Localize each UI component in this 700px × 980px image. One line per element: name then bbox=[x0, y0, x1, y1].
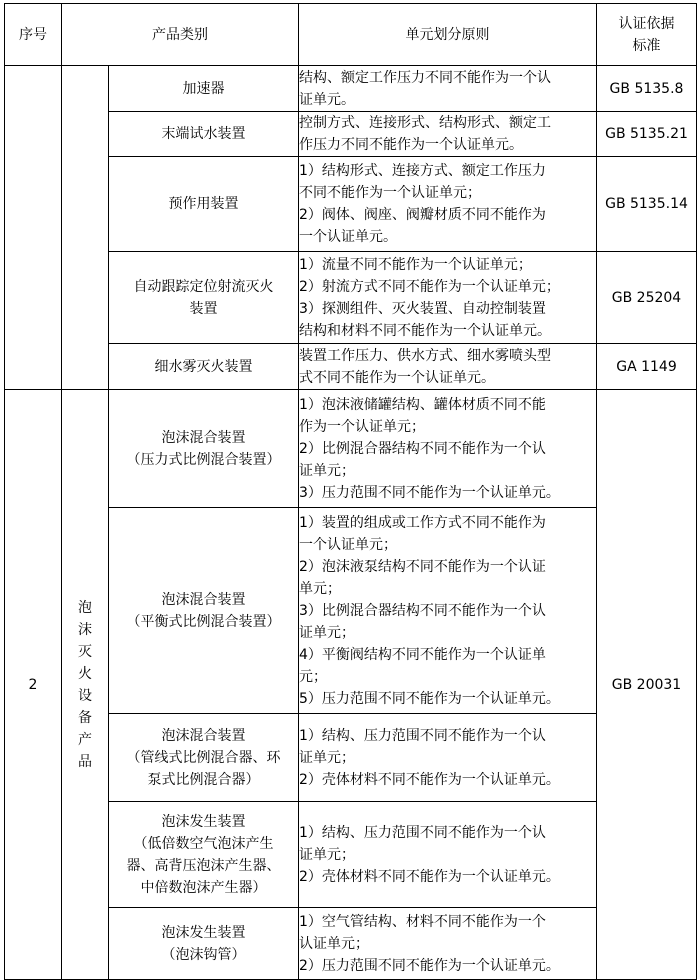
rule-cell bbox=[299, 112, 597, 157]
table-row bbox=[5, 112, 697, 157]
text-line: （平衡式比例混合装置） bbox=[126, 613, 281, 630]
text-line: 中倍数泡沫产生器） bbox=[140, 879, 267, 896]
standard-cell: GB 5135.21 bbox=[597, 112, 697, 157]
text-line: 单元； bbox=[299, 580, 341, 597]
text-line: 作压力不同不能作为一个认证单元。 bbox=[299, 137, 523, 153]
product-cell bbox=[109, 390, 299, 508]
text-line: 1）泡沫液储罐结构、罐体材质不同不能 bbox=[299, 396, 546, 413]
text-line: （管线式比例混合器、环 bbox=[126, 749, 281, 766]
text-line: 泡沫混合装置 bbox=[161, 727, 246, 744]
text-line: 灭 bbox=[78, 643, 92, 660]
table-row bbox=[5, 252, 697, 344]
text-line: （低倍数空气泡沫产生 bbox=[133, 835, 274, 852]
product-cell bbox=[109, 508, 299, 714]
rule-cell bbox=[299, 344, 597, 390]
header-standard bbox=[597, 4, 697, 66]
standard-cell: GB 5135.14 bbox=[597, 157, 697, 252]
text-line: 泵式比例混合器） bbox=[147, 771, 260, 788]
text-line: 预作用装置 bbox=[168, 196, 239, 212]
text-line: 器、高背压泡沫产生器、 bbox=[126, 857, 281, 874]
text-line: 2）壳体材料不同不能作为一个认证单元。 bbox=[299, 771, 560, 788]
table-row bbox=[5, 157, 697, 252]
table-row bbox=[5, 802, 697, 908]
text-line: 1）结构形式、连接方式、额定工作压力 bbox=[299, 163, 546, 179]
text-line: 2）射流方式不同不能作为一个认证单元； bbox=[299, 278, 560, 295]
rule-cell bbox=[299, 157, 597, 252]
product-cell bbox=[109, 714, 299, 802]
text-line: 产 bbox=[78, 731, 92, 748]
text-line: 一个认证单元。 bbox=[299, 229, 397, 245]
rule-cell bbox=[299, 714, 597, 802]
table-row bbox=[5, 344, 697, 390]
text-line: 证单元； bbox=[299, 749, 355, 766]
text-line: 备 bbox=[78, 709, 92, 726]
rule-cell bbox=[299, 66, 597, 112]
text-line: 自动跟踪定位射流灭火 bbox=[133, 278, 274, 295]
product-cell bbox=[109, 112, 299, 157]
standard-cell: GB 5135.8 bbox=[597, 66, 697, 112]
text-line: 5）压力范围不同不能作为一个认证单元。 bbox=[299, 690, 560, 707]
product-cell bbox=[109, 344, 299, 390]
text-line: 泡沫发生装置 bbox=[161, 813, 246, 830]
header-standard-line2: 标准 bbox=[632, 37, 661, 54]
header-category: 产品类别 bbox=[62, 4, 299, 66]
text-line: 4）平衡阀结构不同不能作为一个认证单 bbox=[299, 646, 546, 663]
text-line: 证单元； bbox=[299, 846, 355, 863]
group-category bbox=[62, 390, 109, 980]
product-cell bbox=[109, 157, 299, 252]
text-line: 作为一个认证单元； bbox=[299, 418, 425, 435]
rule-cell bbox=[299, 508, 597, 714]
text-line: 装置工作压力、供水方式、细水雾喷头型 bbox=[299, 347, 551, 364]
text-line: 1）流量不同不能作为一个认证单元； bbox=[299, 256, 532, 273]
group-category-vertical-text bbox=[77, 597, 93, 773]
text-line: 2）阀体、阀座、阀瓣材质不同不能作为 bbox=[299, 207, 546, 223]
certification-table bbox=[4, 3, 697, 980]
rule-cell bbox=[299, 802, 597, 908]
text-line: 泡沫发生装置 bbox=[161, 924, 246, 941]
standard-cell: GA 1149 bbox=[597, 344, 697, 390]
table-row bbox=[5, 714, 697, 802]
table-row bbox=[5, 508, 697, 714]
text-line: 2）比例混合器结构不同不能作为一个认 bbox=[299, 440, 546, 457]
text-line: 3）压力范围不同不能作为一个认证单元。 bbox=[299, 484, 560, 501]
text-line: （压力式比例混合装置） bbox=[126, 451, 281, 468]
header-standard-line1: 认证依据 bbox=[618, 15, 675, 32]
group-standard-cell: GB 20031 bbox=[597, 390, 697, 980]
text-line: 不同不能作为一个认证单元； bbox=[299, 185, 481, 201]
standard-cell: GB 25204 bbox=[597, 252, 697, 344]
rule-cell bbox=[299, 252, 597, 344]
table-row bbox=[5, 908, 697, 980]
text-line: 品 bbox=[78, 753, 92, 770]
text-line: 1）结构、压力范围不同不能作为一个认 bbox=[299, 824, 546, 841]
text-line: 2）压力范围不同不能作为一个认证单元。 bbox=[299, 957, 560, 974]
text-line: 证单元； bbox=[299, 624, 355, 641]
text-line: 控制方式、连接形式、结构形式、额定工 bbox=[299, 115, 551, 131]
rule-cell bbox=[299, 908, 597, 980]
text-line: 2）壳体材料不同不能作为一个认证单元。 bbox=[299, 868, 560, 885]
header-row bbox=[5, 4, 697, 66]
text-line: 1）空气管结构、材料不同不能作为一个 bbox=[299, 913, 546, 930]
product-cell bbox=[109, 66, 299, 112]
text-line: （泡沫钩管） bbox=[161, 946, 246, 963]
table-row bbox=[5, 66, 697, 112]
category-cell-empty bbox=[62, 66, 109, 390]
text-line: 沫 bbox=[78, 621, 92, 638]
rule-cell bbox=[299, 390, 597, 508]
text-line: 元； bbox=[299, 668, 327, 685]
product-cell bbox=[109, 252, 299, 344]
text-line: 3）探测组件、灭火装置、自动控制装置 bbox=[299, 300, 546, 317]
text-line: 加速器 bbox=[182, 80, 225, 97]
header-index: 序号 bbox=[5, 4, 62, 66]
group-index: 2 bbox=[5, 390, 62, 980]
text-line: 一个认证单元； bbox=[299, 536, 397, 553]
table-row bbox=[5, 390, 697, 508]
text-line: 式不同不能作为一个认证单元。 bbox=[299, 369, 495, 386]
text-line: 2）泡沫液泵结构不同不能作为一个认证 bbox=[299, 558, 546, 575]
text-line: 证单元； bbox=[299, 462, 355, 479]
text-line: 设 bbox=[78, 687, 92, 704]
text-line: 泡沫混合装置 bbox=[161, 591, 246, 608]
text-line: 1）装置的组成或工作方式不同不能作为 bbox=[299, 514, 546, 531]
text-line: 火 bbox=[78, 665, 92, 682]
text-line: 1）结构、压力范围不同不能作为一个认 bbox=[299, 727, 546, 744]
text-line: 证单元。 bbox=[299, 91, 355, 108]
text-line: 末端试水装置 bbox=[161, 126, 246, 142]
text-line: 结构、额定工作压力不同不能作为一个认 bbox=[299, 69, 551, 86]
header-rule: 单元划分原则 bbox=[299, 4, 597, 66]
text-line: 泡沫混合装置 bbox=[161, 429, 246, 446]
text-line: 认证单元； bbox=[299, 935, 369, 952]
text-line: 细水雾灭火装置 bbox=[154, 358, 253, 375]
product-cell bbox=[109, 802, 299, 908]
product-cell bbox=[109, 908, 299, 980]
text-line: 3）比例混合器结构不同不能作为一个认 bbox=[299, 602, 546, 619]
text-line: 装置 bbox=[189, 300, 218, 317]
text-line: 结构和材料不同不能作为一个认证单元。 bbox=[299, 322, 551, 339]
index-cell-empty bbox=[5, 66, 62, 390]
text-line: 泡 bbox=[78, 599, 92, 616]
